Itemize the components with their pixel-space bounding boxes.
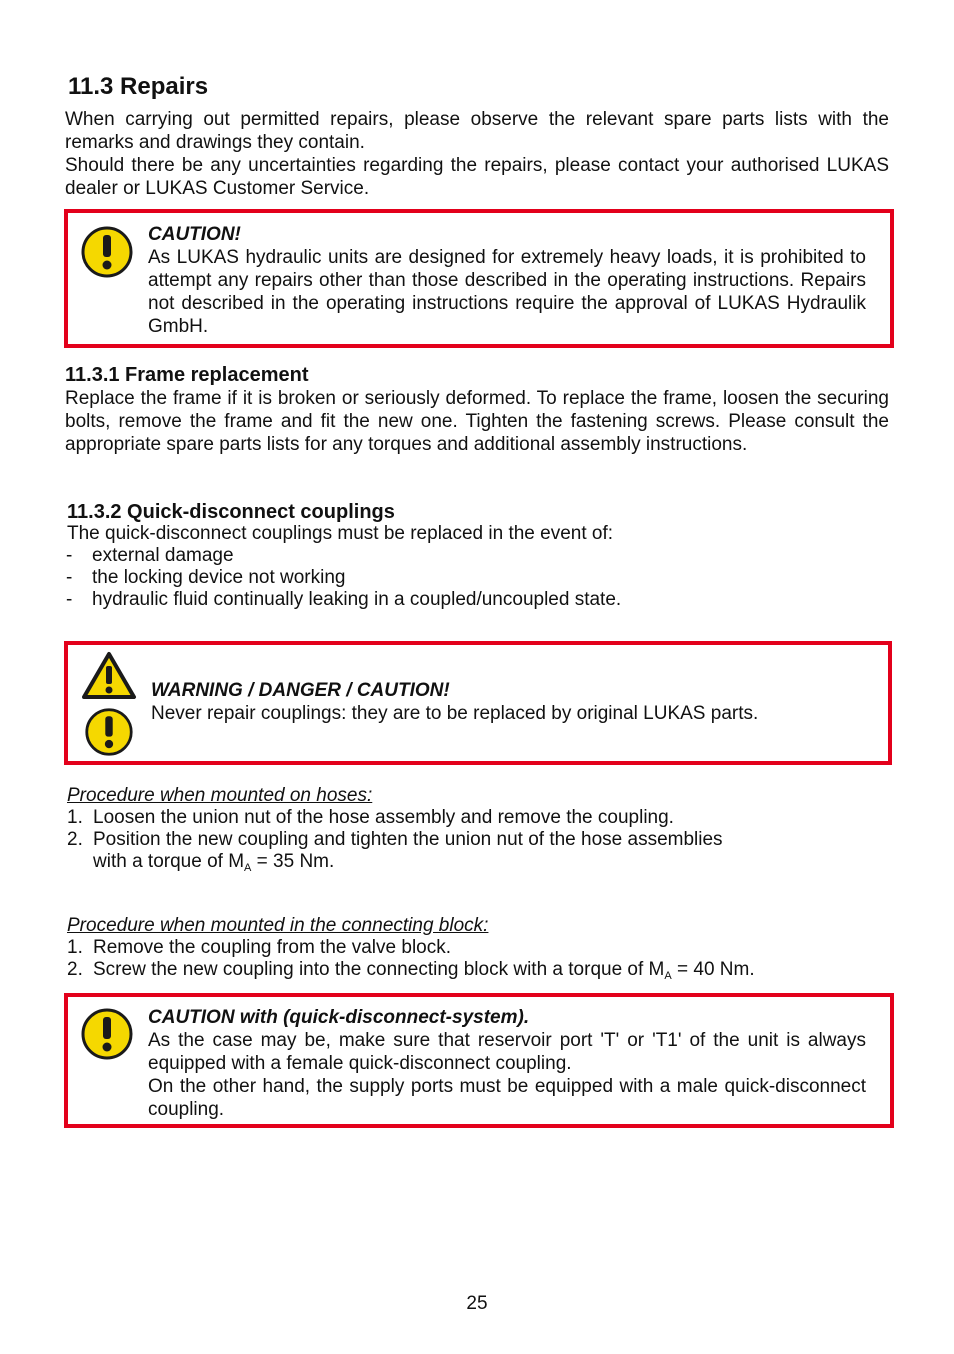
couplings-intro: The quick-disconnect couplings must be replaced in the event of: [67, 523, 614, 544]
step-number: 2. [67, 829, 83, 850]
frame-paragraph: Replace the frame if it is broken or seriously deformed. To replace the frame, loosen the securing bolts, remove the frame and fit the new one. Tighten the fastening screws. Please consult the appropriate spare parts lists for any torques and additional assembly instructions. [65, 388, 889, 455]
section-heading: 11.3 Repairs [68, 73, 209, 100]
step-number: 1. [67, 807, 83, 828]
exclamation-circle-icon [84, 707, 134, 757]
caution-2-title: CAUTION with (quick-disconnect-system). [148, 1007, 530, 1028]
torque-subscript: A [244, 862, 252, 874]
torque-subscript: A [664, 970, 672, 982]
exclamation-circle-icon [80, 225, 134, 279]
list-item [66, 545, 234, 567]
page-number: 25 [466, 1293, 488, 1314]
step-number: 1. [67, 937, 83, 958]
list-item-text: the locking device not working [92, 567, 346, 588]
torque-value: = 40 Nm. [671, 959, 755, 980]
list-item-text: hydraulic fluid continually leaking in a coupled/uncoupled state. [92, 589, 622, 610]
list-marker: - [66, 545, 73, 566]
step-text: Remove the coupling from the valve block. [93, 937, 452, 958]
list-item [67, 959, 755, 981]
caution-2-text-2: On the other hand, the supply ports must be equipped with a male quick-disconnect coupling. [148, 1076, 866, 1120]
list-item [66, 567, 345, 589]
warning-title: WARNING / DANGER / CAUTION! [151, 680, 450, 701]
torque-text: Screw the new coupling into the connecting block with a torque of M [93, 959, 665, 980]
exclamation-circle-icon [80, 1007, 134, 1061]
step-text: Loosen the union nut of the hose assembly and remove the coupling. [93, 807, 674, 828]
caution-box-2 [64, 993, 894, 1128]
torque-value: = 35 Nm. [251, 851, 335, 872]
block-procedure-heading: Procedure when mounted in the connecting block: [67, 915, 489, 936]
intro-paragraph-1: When carrying out permitted repairs, please observe the relevant spare parts lists with the remarks and drawings they contain. [65, 109, 889, 153]
warning-text: Never repair couplings: they are to be replaced by original LUKAS parts. [151, 703, 759, 724]
torque-text: with a torque of M [93, 851, 245, 872]
step-text-continuation [93, 851, 334, 873]
couplings-heading: 11.3.2 Quick-disconnect couplings [67, 501, 395, 523]
step-text: Position the new coupling and tighten the union nut of the hose assemblies [93, 829, 723, 850]
warning-triangle-icon [81, 651, 137, 701]
caution-1-text: As LUKAS hydraulic units are designed for extremely heavy loads, it is prohibited to attempt any repairs other than those described in the operating instructions. Repairs not described in the operating instructions require the approval of LUKAS Hydraulik GmbH. [148, 247, 866, 337]
caution-1-title: CAUTION! [148, 224, 241, 245]
frame-heading: 11.3.1 Frame replacement [65, 364, 309, 386]
caution-box-1 [64, 209, 894, 348]
warning-box [64, 641, 892, 765]
list-marker: - [66, 589, 73, 610]
list-item [67, 829, 723, 851]
list-item-text: external damage [92, 545, 234, 566]
intro-paragraph-2: Should there be any uncertainties regarding the repairs, please contact your authorised LUKAS dealer or LUKAS Customer Service. [65, 155, 889, 199]
step-number: 2. [67, 959, 83, 980]
list-item [67, 937, 451, 959]
list-marker: - [66, 567, 73, 588]
caution-2-text-1: As the case may be, make sure that reservoir port 'T' or 'T1' of the unit is always equipped with a female quick-disconnect coupling. [148, 1030, 866, 1074]
hoses-procedure-heading: Procedure when mounted on hoses: [67, 785, 373, 806]
list-item [67, 807, 674, 829]
list-item [66, 589, 621, 611]
